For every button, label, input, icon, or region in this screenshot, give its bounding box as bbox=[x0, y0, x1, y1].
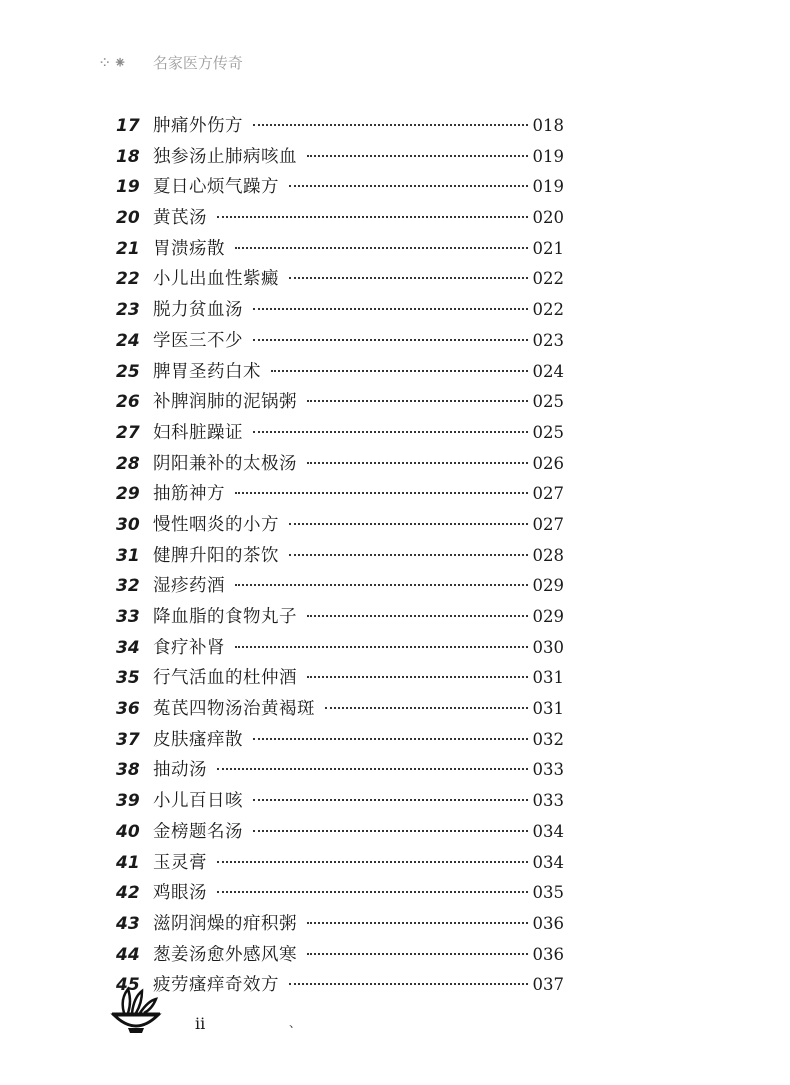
dot-leader bbox=[253, 431, 528, 433]
entry-page: 031 bbox=[532, 668, 564, 688]
entry-title: 小儿百日咳 bbox=[153, 791, 243, 812]
dot-leader bbox=[307, 676, 528, 678]
entry-number: 29 bbox=[116, 484, 140, 505]
entry-number: 34 bbox=[116, 637, 140, 658]
dot-leader bbox=[253, 830, 528, 832]
toc-entry bbox=[116, 511, 564, 542]
toc-entry bbox=[116, 726, 564, 757]
entry-number: 19 bbox=[116, 177, 140, 198]
entry-title: 胃溃疡散 bbox=[153, 238, 225, 259]
entry-title: 抽筋神方 bbox=[153, 484, 225, 505]
toc-entry bbox=[116, 910, 564, 941]
toc-entry bbox=[116, 542, 564, 573]
entry-title: 行气活血的杜仲酒 bbox=[153, 668, 297, 689]
dot-leader bbox=[307, 155, 528, 157]
entry-page: 022 bbox=[532, 300, 564, 320]
toc-entry bbox=[116, 480, 564, 511]
dot-leader bbox=[217, 216, 528, 218]
dot-leader bbox=[235, 492, 528, 494]
entry-title: 湿疹药酒 bbox=[153, 576, 225, 597]
entry-page: 018 bbox=[532, 116, 564, 135]
dot-leader bbox=[253, 308, 528, 310]
dot-leader bbox=[307, 922, 528, 924]
toc-entry bbox=[116, 204, 564, 235]
toc-entry bbox=[116, 572, 564, 603]
entry-number: 25 bbox=[116, 361, 140, 382]
dot-leader bbox=[217, 768, 528, 770]
entry-page: 036 bbox=[532, 913, 564, 933]
entry-page: 022 bbox=[532, 269, 564, 289]
header-title: 名家医方传奇 bbox=[152, 54, 243, 72]
toc-entry bbox=[116, 634, 564, 665]
entry-number: 28 bbox=[116, 453, 140, 474]
toc-entry bbox=[116, 173, 564, 204]
entry-title: 金榜题名汤 bbox=[153, 821, 243, 842]
herb-bowl-icon bbox=[110, 985, 162, 1035]
dot-leader bbox=[271, 370, 528, 372]
entry-number: 40 bbox=[116, 821, 140, 842]
toc-entry bbox=[116, 818, 564, 849]
entry-title: 妇科脏躁证 bbox=[153, 422, 243, 443]
entry-page: 025 bbox=[532, 422, 564, 442]
entry-number: 44 bbox=[116, 944, 140, 965]
toc-entry bbox=[116, 388, 564, 419]
entry-number: 23 bbox=[116, 300, 140, 321]
dot-leader bbox=[289, 554, 528, 556]
entry-number: 30 bbox=[116, 514, 140, 535]
entry-title: 健脾升阳的茶饮 bbox=[153, 545, 279, 566]
entry-page: 029 bbox=[532, 576, 564, 596]
entry-number: 20 bbox=[116, 208, 140, 229]
entry-page: 027 bbox=[532, 514, 564, 534]
entry-title: 玉灵膏 bbox=[153, 852, 207, 873]
entry-number: 27 bbox=[116, 422, 140, 443]
dot-leader bbox=[217, 861, 528, 863]
entry-number: 36 bbox=[116, 699, 140, 720]
page-footer bbox=[110, 985, 162, 1035]
entry-number: 43 bbox=[116, 913, 140, 934]
entry-page: 034 bbox=[532, 852, 564, 872]
entry-title: 鸡眼汤 bbox=[153, 883, 207, 904]
entry-page: 029 bbox=[532, 607, 564, 626]
entry-page: 030 bbox=[532, 637, 564, 657]
dot-leader bbox=[307, 400, 528, 402]
header-ornament: ⁘⁕ bbox=[98, 53, 129, 72]
entry-page: 033 bbox=[532, 760, 564, 780]
dot-leader bbox=[289, 523, 528, 525]
entry-number: 32 bbox=[116, 576, 140, 597]
entry-number: 26 bbox=[116, 392, 140, 413]
dot-leader bbox=[217, 891, 528, 893]
toc-entry bbox=[116, 419, 564, 450]
entry-title: 皮肤瘙痒散 bbox=[153, 729, 243, 750]
dot-leader bbox=[289, 983, 528, 985]
toc-entry bbox=[116, 603, 564, 634]
entry-number: 42 bbox=[116, 883, 140, 904]
dot-leader bbox=[253, 799, 528, 801]
toc-entry bbox=[116, 112, 564, 143]
toc-entry bbox=[116, 756, 564, 787]
entry-title: 学医三不少 bbox=[153, 330, 243, 351]
entry-number: 22 bbox=[116, 269, 140, 290]
toc-entry bbox=[116, 327, 564, 358]
entry-number: 17 bbox=[116, 116, 140, 136]
entry-number: 33 bbox=[116, 607, 140, 627]
entry-title: 葱姜汤愈外感风寒 bbox=[153, 944, 297, 965]
entry-page: 035 bbox=[532, 883, 564, 903]
entry-page: 027 bbox=[532, 484, 564, 504]
entry-number: 31 bbox=[116, 545, 140, 566]
entry-title: 黄芪汤 bbox=[153, 208, 207, 229]
entry-page: 032 bbox=[532, 729, 564, 749]
dot-leader bbox=[307, 953, 528, 955]
table-of-contents bbox=[116, 112, 564, 1002]
entry-title: 脱力贫血汤 bbox=[153, 300, 243, 321]
footer-mark: 、 bbox=[289, 1016, 302, 1030]
toc-entry bbox=[116, 787, 564, 818]
entry-number: 24 bbox=[116, 330, 140, 351]
entry-title: 降血脂的食物丸子 bbox=[153, 607, 297, 627]
dot-leader bbox=[235, 247, 528, 249]
entry-number: 37 bbox=[116, 729, 140, 750]
entry-page: 019 bbox=[532, 146, 564, 166]
entry-page: 023 bbox=[532, 330, 564, 350]
running-header bbox=[98, 52, 243, 73]
dot-leader bbox=[253, 738, 528, 740]
dot-leader bbox=[307, 615, 528, 617]
dot-leader bbox=[235, 646, 528, 648]
entry-number: 18 bbox=[116, 146, 140, 167]
toc-entry bbox=[116, 450, 564, 481]
dot-leader bbox=[289, 277, 528, 279]
entry-title: 补脾润肺的泥锅粥 bbox=[153, 392, 297, 413]
page-number: ii bbox=[195, 1014, 206, 1033]
entry-title: 食疗补肾 bbox=[153, 637, 225, 658]
entry-number: 35 bbox=[116, 668, 140, 689]
entry-page: 026 bbox=[532, 453, 564, 473]
toc-entry bbox=[116, 941, 564, 972]
entry-title: 滋阴润燥的疳积粥 bbox=[153, 913, 297, 934]
entry-title: 慢性咽炎的小方 bbox=[153, 514, 279, 535]
entry-page: 019 bbox=[532, 177, 564, 197]
entry-number: 45 bbox=[116, 975, 140, 996]
toc-entry bbox=[116, 695, 564, 726]
toc-entry bbox=[116, 849, 564, 880]
entry-page: 034 bbox=[532, 821, 564, 841]
entry-page: 020 bbox=[532, 208, 564, 228]
entry-title: 脾胃圣药白术 bbox=[153, 361, 261, 382]
entry-title: 阴阳兼补的太极汤 bbox=[153, 453, 297, 474]
toc-entry bbox=[116, 143, 564, 174]
toc-entry bbox=[116, 358, 564, 389]
entry-page: 033 bbox=[532, 791, 564, 811]
entry-title: 疲劳瘙痒奇效方 bbox=[153, 975, 279, 996]
toc-entry bbox=[116, 879, 564, 910]
entry-number: 39 bbox=[116, 791, 140, 812]
dot-leader bbox=[289, 185, 528, 187]
dot-leader bbox=[235, 584, 528, 586]
entry-title: 独参汤止肺病咳血 bbox=[153, 146, 297, 167]
entry-number: 38 bbox=[116, 760, 140, 781]
toc-entry bbox=[116, 235, 564, 266]
entry-title: 肿痛外伤方 bbox=[153, 116, 243, 136]
entry-title: 抽动汤 bbox=[153, 760, 207, 781]
entry-page: 036 bbox=[532, 944, 564, 964]
entry-title: 夏日心烦气躁方 bbox=[153, 177, 279, 198]
dot-leader bbox=[253, 339, 528, 341]
entry-number: 21 bbox=[116, 238, 140, 259]
entry-page: 028 bbox=[532, 545, 564, 565]
toc-entry bbox=[116, 265, 564, 296]
entry-number: 41 bbox=[116, 852, 140, 873]
toc-entry bbox=[116, 296, 564, 327]
dot-leader bbox=[307, 462, 528, 464]
entry-page: 025 bbox=[532, 392, 564, 412]
entry-page: 031 bbox=[532, 699, 564, 719]
dot-leader bbox=[325, 707, 528, 709]
toc-entry bbox=[116, 664, 564, 695]
entry-page: 021 bbox=[532, 238, 564, 258]
entry-title: 菟芪四物汤治黄褐斑 bbox=[153, 699, 315, 720]
entry-title: 小儿出血性紫癜 bbox=[153, 269, 279, 290]
dot-leader bbox=[253, 124, 528, 126]
entry-page: 037 bbox=[532, 975, 564, 995]
entry-page: 024 bbox=[532, 361, 564, 381]
toc-entry bbox=[116, 971, 564, 1002]
